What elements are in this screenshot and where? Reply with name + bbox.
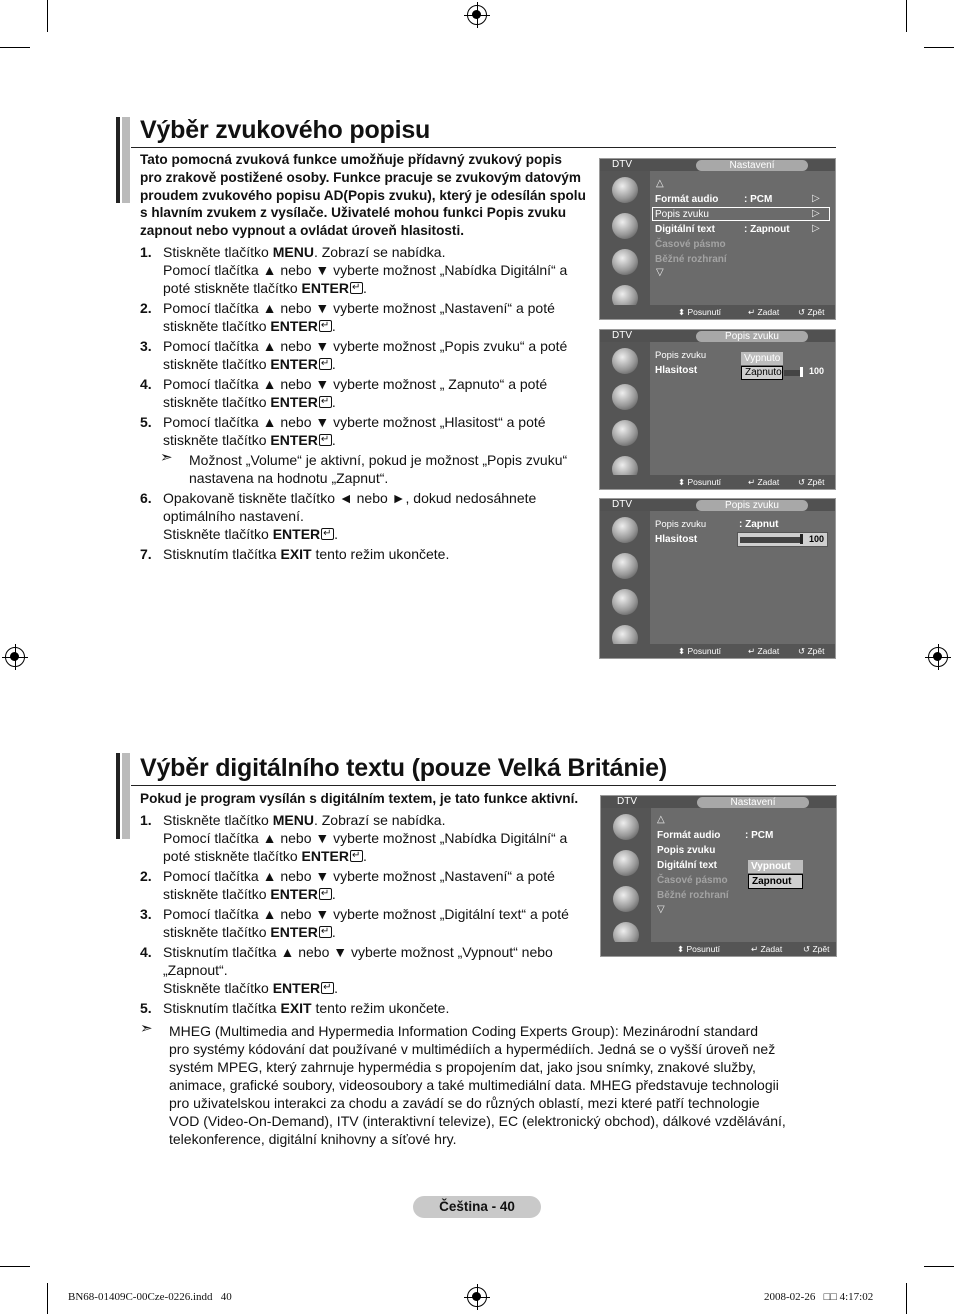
menu-sidebar	[600, 171, 650, 305]
section-marker	[116, 753, 120, 839]
enter-icon	[319, 396, 332, 408]
key-label: ENTER	[272, 980, 321, 996]
nav-back-label: Zpět	[807, 646, 825, 656]
step-number: 3.	[140, 338, 152, 354]
scroll-up-icon: △	[656, 178, 664, 189]
note-text: telekonference, digitální knihovny a síťové hry.	[169, 1131, 457, 1147]
menu-header: Nastavení	[696, 160, 808, 171]
crop-mark	[924, 47, 954, 48]
registration-mark-icon	[928, 647, 948, 667]
nav-enter: ↵ Zadat	[748, 477, 780, 487]
volume-slider-track	[740, 537, 800, 543]
menu-header: Popis zvuku	[696, 500, 808, 511]
step-text: stiskněte tlačítko	[163, 318, 271, 334]
nav-move-label: Posunutí	[686, 944, 721, 954]
key-label: MENU	[272, 244, 314, 260]
step-text: Stiskněte tlačítko	[163, 526, 273, 542]
key-label: ENTER	[301, 280, 349, 296]
menu-item: Běžné rozhraní	[657, 890, 729, 901]
nav-back: ↺ Zpět	[798, 307, 825, 317]
key-label: EXIT	[280, 546, 312, 562]
nav-enter-label: Zadat	[757, 307, 780, 317]
step-5	[140, 999, 600, 1017]
menu-item[interactable]: Popis zvuku	[655, 519, 707, 530]
note-text: pro uživatelskou interakci za chodu a zavádí se do různých oblastí, mezi které patří technologie	[169, 1095, 760, 1111]
volume-slider-track	[784, 370, 801, 376]
option-vypnout[interactable]: Vypnout	[748, 860, 803, 873]
step-7	[140, 545, 600, 563]
key-label: ENTER	[270, 886, 318, 902]
registration-mark-icon	[467, 1287, 487, 1307]
step-1	[140, 811, 600, 865]
scroll-up-icon: △	[657, 814, 665, 825]
step-text: .	[331, 886, 336, 902]
intro-line: Tato pomocná zvuková funkce umožňuje přídavný zvukový popis	[140, 152, 562, 167]
nav-move-label: Posunutí	[687, 307, 722, 317]
menu-value: : Zapnout	[744, 224, 790, 235]
nav-move-label: Posunutí	[687, 477, 722, 487]
menu-navbar	[600, 475, 835, 489]
menu-item[interactable]: Digitální text	[655, 224, 716, 235]
step-text: .	[362, 280, 367, 296]
picture-icon	[612, 348, 638, 374]
step-number: 4.	[140, 376, 152, 392]
intro-line: pro zrakově postižené osoby. Funkce pracuje se zvukovým datovým	[140, 169, 581, 185]
step-2	[140, 867, 600, 903]
scroll-down-icon: ▽	[656, 267, 664, 278]
step-text: Stisknutím tlačítka	[163, 1000, 281, 1016]
page-number: Čeština - 40	[413, 1196, 541, 1218]
option-zapnout[interactable]: Zapnout	[748, 874, 803, 889]
dtv-label: DTV	[612, 159, 632, 170]
enter-icon	[319, 320, 332, 332]
step-text: Stisknutím tlačítka ▲ nebo ▼ vyberte možnost „Vypnout“ nebo	[163, 944, 553, 960]
key-label: EXIT	[280, 1000, 312, 1016]
enter-icon	[319, 434, 332, 446]
enter-icon	[350, 282, 363, 294]
menu-item: Běžné rozhraní	[655, 254, 727, 265]
note	[140, 451, 600, 487]
section-marker	[122, 117, 130, 203]
menu-header: Popis zvuku	[696, 331, 808, 342]
menu-item: Časové pásmo	[655, 239, 726, 250]
step-text: Pomocí tlačítka ▲ nebo ▼ vyberte možnost „Nabídka Digitální“ a	[163, 830, 568, 846]
setup-icon	[612, 420, 638, 446]
menu-item[interactable]: Popis zvuku	[655, 209, 709, 220]
sound-icon	[612, 213, 638, 239]
step-text: Stiskněte tlačítko	[163, 980, 273, 996]
dtv-label: DTV	[612, 330, 632, 341]
menu-item[interactable]: Digitální text	[657, 860, 718, 871]
step-number: 1.	[140, 244, 152, 260]
menu-item[interactable]: Formát audio	[657, 830, 721, 841]
dtv-label: DTV	[612, 499, 632, 510]
step-text: Opakovaně tiskněte tlačítko ◄ nebo ►, dokud nedosáhnete	[163, 490, 537, 506]
crop-mark	[924, 1266, 954, 1267]
step-4	[140, 375, 600, 411]
nav-back-label: Zpět	[807, 307, 825, 317]
option-vypnuto[interactable]: Vypnuto	[741, 352, 783, 365]
step-number: 1.	[140, 812, 152, 828]
section1-steps	[140, 243, 600, 565]
step-text: stiskněte tlačítko	[163, 394, 271, 410]
step-text: stiskněte tlačítko	[163, 356, 271, 372]
enter-icon	[319, 888, 332, 900]
menu-item: Časové pásmo	[657, 875, 728, 886]
section-marker	[122, 753, 130, 839]
step-text: optimálního nastavení.	[163, 508, 304, 524]
tv-menu-screen	[599, 498, 836, 659]
step-3	[140, 337, 600, 373]
step-text: . Zobrazí se nabídka.	[313, 812, 446, 828]
nav-enter-label: Zadat	[757, 477, 780, 487]
nav-move: ⬍ Posunutí	[678, 477, 722, 487]
nav-move-label: Posunutí	[687, 646, 722, 656]
nav-enter: ↵ Zadat	[751, 944, 783, 954]
menu-sidebar	[600, 511, 650, 644]
step-text: poté stiskněte tlačítko	[163, 848, 302, 864]
key-label: ENTER	[270, 394, 318, 410]
step-text: Stiskněte tlačítko	[163, 244, 273, 260]
step-text: Pomocí tlačítka ▲ nebo ▼ vyberte možnost „Popis zvuku“ a poté	[163, 338, 568, 354]
step-text: .	[331, 924, 336, 940]
section2-rule	[131, 785, 836, 786]
key-label: ENTER	[301, 848, 349, 864]
menu-header: Nastavení	[697, 797, 809, 808]
option-zapnuto[interactable]: Zapnuto	[741, 366, 783, 380]
nav-back: ↺ Zpět	[803, 944, 830, 954]
note-text: systém MPEG, který zahrnuje hypermédia s propojením dat, jako jsou snímky, znakové služby,	[169, 1059, 756, 1075]
arrow-right-icon: ▷	[812, 193, 820, 204]
key-label: ENTER	[270, 318, 318, 334]
key-label: ENTER	[270, 924, 318, 940]
step-4	[140, 943, 600, 997]
step-text: .	[331, 432, 336, 448]
section2-title: Výběr digitálního textu (pouze Velká Británie)	[140, 754, 668, 782]
key-label: ENTER	[272, 526, 321, 542]
step-number: 5.	[140, 414, 152, 430]
sound-icon	[612, 553, 638, 579]
menu-navbar	[600, 305, 835, 319]
picture-icon	[612, 517, 638, 543]
step-6	[140, 489, 600, 543]
step-text: stiskněte tlačítko	[163, 886, 271, 902]
step-number: 2.	[140, 300, 152, 316]
enter-icon	[350, 850, 363, 862]
step-text: Pomocí tlačítka ▲ nebo ▼ vyberte možnost „ Zapnuto“ a poté	[163, 376, 548, 392]
volume-value: 100	[809, 366, 825, 376]
arrow-right-icon: ▷	[812, 208, 820, 219]
note-arrow-icon: ➣	[160, 449, 173, 466]
step-text: .	[334, 526, 339, 542]
step-number: 5.	[140, 1000, 152, 1016]
menu-item[interactable]: Popis zvuku	[657, 845, 716, 856]
note-arrow-icon: ➣	[140, 1020, 153, 1037]
step-text: „Zapnout“.	[163, 962, 228, 978]
section1-rule	[131, 147, 836, 148]
enter-icon	[321, 982, 334, 994]
registration-mark-icon	[5, 647, 25, 667]
picture-icon	[613, 814, 639, 840]
menu-sidebar	[600, 342, 650, 475]
nav-move: ⬍ Posunutí	[677, 944, 721, 954]
enter-icon	[321, 528, 334, 540]
menu-value: : Zapnut	[739, 519, 779, 530]
section2-intro: Pokud je program vysílán s digitálním textem, je tato funkce aktivní.	[140, 791, 579, 806]
nav-back: ↺ Zpět	[798, 477, 825, 487]
step-text: Pomocí tlačítka ▲ nebo ▼ vyberte možnost „Nastavení“ a poté	[163, 868, 555, 884]
step-text: Stiskněte tlačítko	[163, 812, 273, 828]
picture-icon	[612, 177, 638, 203]
tv-menu-screen	[599, 329, 836, 490]
file-slug: BN68-01409C-00Cze-0226.indd 40	[68, 1291, 232, 1303]
crop-mark	[47, 0, 48, 32]
setup-icon	[612, 249, 638, 275]
note-text: Možnost „Volume“ je aktivní, pokud je možnost „Popis zvuku“	[189, 452, 568, 468]
step-text: .	[334, 980, 339, 996]
step-text: stiskněte tlačítko	[163, 924, 271, 940]
sound-icon	[613, 850, 639, 876]
step-number: 2.	[140, 868, 152, 884]
menu-item[interactable]: Formát audio	[655, 194, 719, 205]
step-number: 3.	[140, 906, 152, 922]
nav-back-label: Zpět	[812, 944, 830, 954]
step-text: poté stiskněte tlačítko	[163, 280, 302, 296]
step-text: Pomocí tlačítka ▲ nebo ▼ vyberte možnost „Digitální text“ a poté	[163, 906, 569, 922]
intro-line: zapnout nebo vypnout a ovládat úroveň hlasitosti.	[140, 223, 465, 239]
step-5	[140, 413, 600, 449]
enter-icon	[319, 926, 332, 938]
section1-title: Výběr zvukového popisu	[140, 116, 431, 144]
intro-line: s hlavním zvukem z vysílače. Uživatelé mohou funkci Popis zvuku	[140, 205, 567, 221]
step-text: tento režim ukončete.	[311, 546, 450, 562]
step-text: Stisknutím tlačítka	[163, 546, 281, 562]
menu-item[interactable]: Hlasitost	[655, 365, 698, 376]
step-3	[140, 905, 600, 941]
menu-navbar	[601, 942, 836, 956]
note-text: pro systémy kódování dat používané v multimédiích a hypermédiích. Jedná se o vyšší úroveň než	[169, 1041, 776, 1057]
step-text: .	[362, 848, 367, 864]
step-text: . Zobrazí se nabídka.	[313, 244, 446, 260]
step-text: stiskněte tlačítko	[163, 432, 271, 448]
enter-icon	[319, 358, 332, 370]
step-text: Pomocí tlačítka ▲ nebo ▼ vyberte možnost „Nabídka Digitální“ a	[163, 262, 568, 278]
step-text: .	[331, 394, 336, 410]
crop-mark	[906, 1283, 907, 1314]
crop-mark	[906, 0, 907, 32]
step-text: Pomocí tlačítka ▲ nebo ▼ vyberte možnost „Nastavení“ a poté	[163, 300, 555, 316]
note-text: MHEG (Multimedia and Hypermedia Information Coding Experts Group): Mezinárodní standard	[169, 1023, 759, 1039]
menu-navbar	[600, 644, 835, 658]
date-slug: 2008-02-26 □□ 4:17:02	[764, 1291, 874, 1303]
volume-slider-knob[interactable]	[800, 367, 803, 377]
crop-mark	[47, 1283, 48, 1314]
nav-move: ⬍ Posunutí	[678, 646, 722, 656]
section-marker	[116, 117, 120, 203]
intro-line: proudem zvukového popisu AD(Popis zvuku), který je odesílán spolu	[140, 187, 586, 203]
volume-slider-knob[interactable]	[800, 534, 803, 544]
section1-intro	[140, 151, 590, 240]
step-number: 7.	[140, 546, 152, 562]
note-text: nastavena na hodnotu „Zapnut“.	[189, 470, 389, 486]
menu-item[interactable]: Popis zvuku	[655, 350, 707, 361]
setup-icon	[613, 886, 639, 912]
menu-value: : PCM	[744, 194, 773, 205]
crop-mark	[0, 1266, 30, 1267]
arrow-right-icon: ▷	[812, 223, 820, 234]
step-2	[140, 299, 600, 335]
sound-icon	[612, 384, 638, 410]
note-text: VOD (Video-On-Demand), ITV (interaktivní televize), EC (elektronický obchod), dálkové vzdělávání,	[169, 1113, 786, 1129]
step-number: 4.	[140, 944, 152, 960]
section2-steps	[140, 811, 600, 1019]
mheg-note	[169, 1022, 849, 1148]
step-number: 6.	[140, 490, 152, 506]
nav-enter-label: Zadat	[757, 646, 780, 656]
nav-back-label: Zpět	[807, 477, 825, 487]
scroll-down-icon: ▽	[657, 904, 665, 915]
nav-back: ↺ Zpět	[798, 646, 825, 656]
nav-enter: ↵ Zadat	[748, 646, 780, 656]
nav-enter-label: Zadat	[760, 944, 783, 954]
key-label: ENTER	[270, 356, 318, 372]
key-label: ENTER	[270, 432, 318, 448]
volume-value: 100	[809, 534, 825, 544]
nav-move: ⬍ Posunutí	[678, 307, 722, 317]
note-text: animace, grafické soubory, videosoubory a také multimediální data. MHEG představuje technologii	[169, 1077, 779, 1093]
menu-item[interactable]: Hlasitost	[655, 534, 698, 545]
step-text: tento režim ukončete.	[311, 1000, 450, 1016]
step-1	[140, 243, 600, 297]
crop-mark	[0, 47, 30, 48]
tv-menu-screen	[599, 158, 836, 320]
dtv-label: DTV	[617, 796, 637, 807]
nav-enter: ↵ Zadat	[748, 307, 780, 317]
step-text: Pomocí tlačítka ▲ nebo ▼ vyberte možnost „Hlasitost“ a poté	[163, 414, 546, 430]
registration-mark-icon	[467, 5, 487, 25]
key-label: MENU	[272, 812, 314, 828]
menu-sidebar	[601, 808, 651, 942]
step-text: .	[331, 356, 336, 372]
menu-value: : PCM	[745, 830, 774, 841]
step-text: .	[331, 318, 336, 334]
tv-menu-screen	[600, 795, 837, 957]
setup-icon	[612, 589, 638, 615]
